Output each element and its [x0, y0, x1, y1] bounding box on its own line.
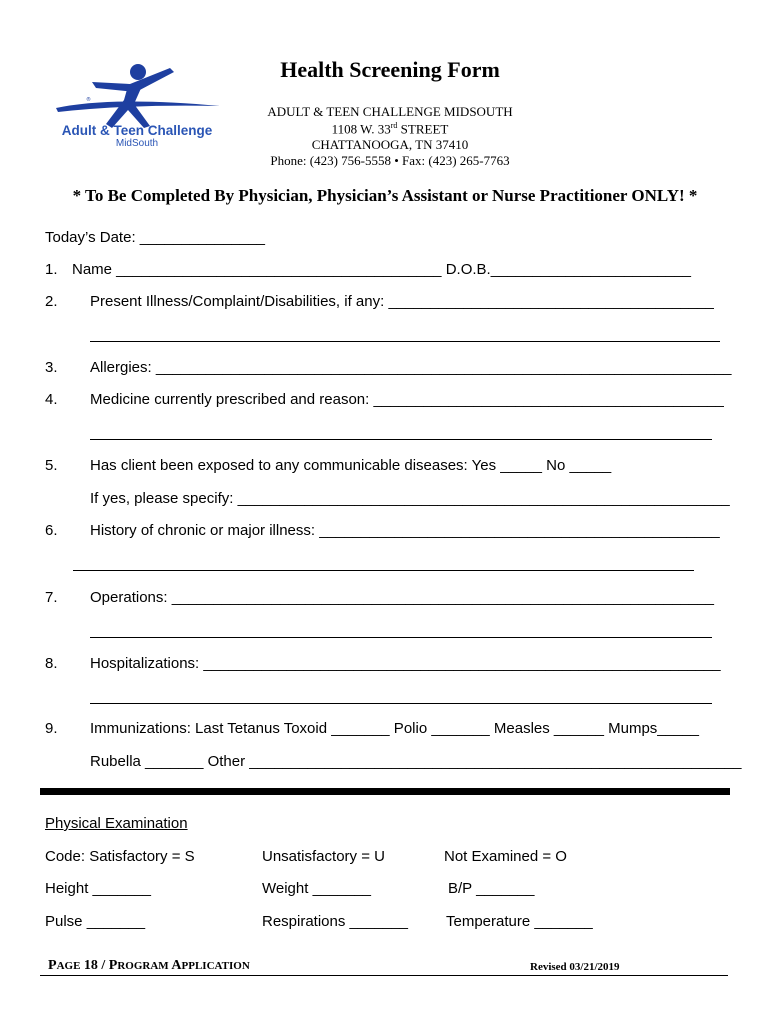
item-number: 8. — [45, 655, 58, 672]
form-title: Health Screening Form — [280, 57, 500, 82]
respirations-field[interactable]: Respirations _______ — [262, 913, 408, 930]
item-number: 6. — [45, 522, 58, 539]
code-not-examined: Not Examined = O — [444, 848, 567, 865]
operations-line-2[interactable] — [90, 637, 712, 638]
city-address: CHATTANOOGA, TN 37410 — [311, 137, 469, 152]
item-number: 7. — [45, 589, 58, 606]
height-field[interactable]: Height _______ — [45, 880, 151, 897]
present-illness-line-2[interactable] — [90, 341, 720, 342]
name-dob-field[interactable]: Name _______________________________________ D.O.B.________________________ — [72, 261, 691, 278]
footer-rule — [40, 975, 728, 976]
item-number: 1. — [45, 261, 58, 278]
pulse-field[interactable]: Pulse _______ — [45, 913, 146, 930]
contact-phone-fax: Phone: (423) 756-5558 • Fax: (423) 265-7763 — [270, 153, 510, 168]
operations-field[interactable]: Operations: _________________________________________________________________ — [90, 589, 714, 606]
item-number: 5. — [45, 457, 58, 474]
item-number: 4. — [45, 391, 58, 408]
physical-exam-heading: Physical Examination — [45, 815, 188, 832]
temperature-field[interactable]: Temperature _______ — [446, 913, 593, 930]
medicine-field[interactable]: Medicine currently prescribed and reason: __________________________________________ — [90, 391, 724, 408]
logo-subtext: MidSouth — [115, 138, 159, 149]
allergies-field[interactable]: Allergies: _____________________________________________________________________ — [90, 359, 732, 376]
rubella-other-field[interactable]: Rubella _______ Other ___________________________________________________________ — [90, 753, 742, 770]
weight-field[interactable]: Weight _______ — [262, 880, 371, 897]
code-satisfactory: Code: Satisfactory = S — [45, 848, 195, 865]
org-name: ADULT & TEEN CHALLENGE MIDSOUTH — [267, 104, 513, 119]
street-address: 1108 W. 33rd STREET — [331, 121, 449, 137]
hospitalizations-line-2[interactable] — [90, 703, 712, 704]
chronic-illness-line-2[interactable] — [73, 570, 694, 571]
organization-logo — [52, 60, 222, 152]
revision-date: Revised 03/21/2019 — [530, 961, 620, 973]
communicable-diseases-field[interactable]: Has client been exposed to any communicable diseases: Yes _____ No _____ — [90, 457, 612, 474]
item-number: 2. — [45, 293, 58, 310]
completion-instruction: * To Be Completed By Physician, Physician’s Assistant or Nurse Practitioner ONLY! * — [72, 186, 698, 205]
if-yes-specify-field[interactable]: If yes, please specify: ___________________________________________________________ — [90, 490, 730, 507]
todays-date-field[interactable]: Today’s Date: _______________ — [45, 229, 265, 246]
page-label: PAGE 18 / PROGRAM APPLICATION — [48, 958, 250, 973]
chronic-illness-field[interactable]: History of chronic or major illness: ________________________________________________ — [90, 522, 720, 539]
item-number: 9. — [45, 720, 58, 737]
immunizations-field[interactable]: Immunizations: Last Tetanus Toxoid _______ Polio _______ Measles ______ Mumps_____ — [90, 720, 700, 737]
svg-text:®: ® — [86, 97, 91, 103]
code-unsatisfactory: Unsatisfactory = U — [262, 848, 385, 865]
hospitalizations-field[interactable]: Hospitalizations: ______________________________________________________________ — [90, 655, 721, 672]
present-illness-field[interactable]: Present Illness/Complaint/Disabilities, if any: _______________________________________ — [90, 293, 714, 310]
medicine-line-2[interactable] — [90, 439, 712, 440]
item-number: 3. — [45, 359, 58, 376]
section-divider — [40, 788, 730, 795]
blood-pressure-field[interactable]: B/P _______ — [448, 880, 535, 897]
logo-text: Adult & Teen Challenge — [61, 123, 213, 138]
